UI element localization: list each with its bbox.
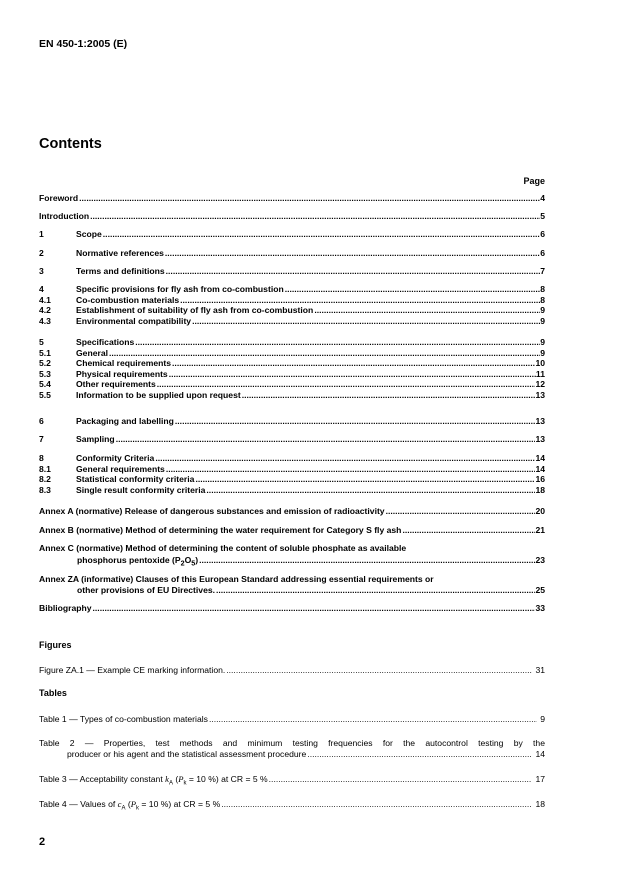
toc-section-5-group bbox=[39, 337, 545, 400]
toc-section-4[interactable]: 4 Specific provisions for fly ash from co-combustion ..... 8 bbox=[39, 284, 545, 295]
toc-foreword[interactable]: Foreword ..... 4 bbox=[39, 193, 545, 204]
toc-section-2[interactable]: 2 Normative references ..... 6 bbox=[39, 248, 545, 259]
toc-section-5-1[interactable]: 5.1 General ..... 9 bbox=[39, 348, 545, 359]
page-column-label: Page bbox=[523, 176, 545, 186]
table-4-entry[interactable]: Table 4 — Values of $c_A$ ($P_k = 10$ %) at CR = 5 % ..... 18 bbox=[39, 799, 545, 814]
table-1-entry[interactable]: Table 1 — Types of co-combustion materials ..... 9 bbox=[39, 714, 545, 725]
toc-section-5-4[interactable]: 5.4 Other requirements ..... 12 bbox=[39, 379, 545, 390]
toc-section-8-1[interactable]: 8.1 General requirements ..... 14 bbox=[39, 464, 545, 475]
toc-section-4-2[interactable]: 4.2 Establishment of suitability of fly ash from co-combustion ..... 9 bbox=[39, 305, 545, 316]
figure-za1-entry[interactable]: Figure ZA.1 — Example CE marking information. ..... 31 bbox=[39, 665, 545, 676]
toc-section-5-3[interactable]: 5.3 Physical requirements ..... 11 bbox=[39, 369, 545, 380]
toc-section-5-5[interactable]: 5.5 Information to be supplied upon request ..... 13 bbox=[39, 390, 545, 401]
toc-annex-a[interactable]: Annex A (normative) Release of dangerous substances and emission of radioactivity ..... 20 bbox=[39, 506, 545, 517]
page-number: 2 bbox=[39, 836, 46, 848]
toc-section-6[interactable]: 6 Packaging and labelling ..... 13 bbox=[39, 416, 545, 427]
table-3-entry[interactable]: Table 3 — Acceptability constant $k_A$ ($P_k = 10$ %) at CR = 5 % ..... 17 bbox=[39, 774, 545, 789]
toc-annex-za[interactable]: Annex ZA (informative) Clauses of this European Standard addressing essential requirements or other provisions of EU Directives. ..... 25 bbox=[39, 574, 545, 595]
toc-section-4-group bbox=[39, 284, 545, 326]
toc-section-4-3[interactable]: 4.3 Environmental compatibility ..... 9 bbox=[39, 316, 545, 327]
toc-introduction[interactable]: Introduction ..... 5 bbox=[39, 211, 545, 222]
toc-section-5[interactable]: 5 Specifications ..... 9 bbox=[39, 337, 545, 348]
page-title: Contents bbox=[39, 136, 102, 152]
toc-section-7[interactable]: 7 Sampling ..... 13 bbox=[39, 434, 545, 445]
toc-section-8-group bbox=[39, 453, 545, 495]
toc-annex-b[interactable]: Annex B (normative) Method of determining the water requirement for Category S fly ash ..... 21 bbox=[39, 525, 545, 536]
table-2-entry[interactable]: Table 2 — Properties, test methods and minimum testing frequencies for the autocontrol testing by the producer or his agent and the statistical assessment procedure ..... 14 bbox=[39, 738, 545, 759]
toc-section-8[interactable]: 8 Conformity Criteria ..... 14 bbox=[39, 453, 545, 464]
tables-heading: Tables bbox=[39, 688, 67, 698]
toc-section-8-2[interactable]: 8.2 Statistical conformity criteria ..... 16 bbox=[39, 474, 545, 485]
toc-section-4-1[interactable]: 4.1 Co-combustion materials ..... 8 bbox=[39, 295, 545, 306]
toc-bibliography[interactable]: Bibliography ..... 33 bbox=[39, 603, 545, 614]
toc-section-8-3[interactable]: 8.3 Single result conformity criteria ..... 18 bbox=[39, 485, 545, 496]
toc-annex-c[interactable]: Annex C (normative) Method of determining the content of soluble phosphate as available phosphorus pentoxide $(P_2O_5)$ ..... 23 bbox=[39, 543, 545, 569]
toc-section-3[interactable]: 3 Terms and definitions ..... 7 bbox=[39, 266, 545, 277]
figures-heading: Figures bbox=[39, 640, 72, 650]
toc-section-1[interactable]: 1 Scope ..... 6 bbox=[39, 229, 545, 240]
toc-section-5-2[interactable]: 5.2 Chemical requirements ..... 10 bbox=[39, 358, 545, 369]
document-id: EN 450-1:2005 (E) bbox=[39, 38, 128, 50]
